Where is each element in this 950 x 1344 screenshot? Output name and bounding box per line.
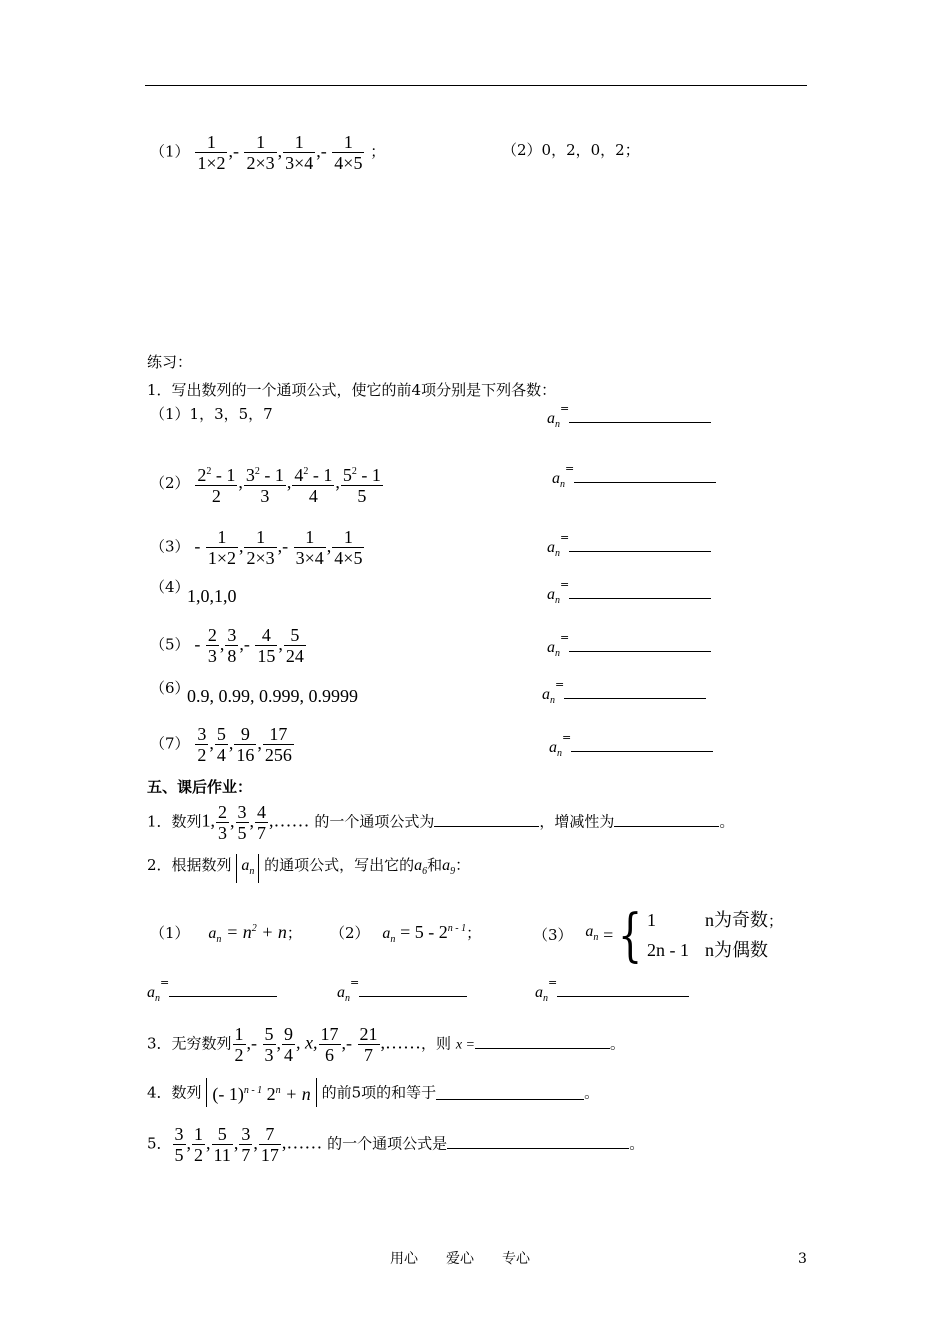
fraction-separator: , xyxy=(253,1132,258,1153)
fraction xyxy=(192,1124,205,1165)
hw2-answer-1[interactable]: $a_n^=$ xyxy=(147,982,277,1004)
minus-sign: - xyxy=(320,140,332,161)
fraction xyxy=(332,132,364,173)
page-number: 3 xyxy=(798,1251,807,1267)
fraction-separator: , xyxy=(246,1032,252,1053)
denominator: 3 xyxy=(244,485,286,506)
homework-2 xyxy=(147,854,470,883)
hw5-fractions xyxy=(172,1124,282,1165)
hw1-dots: ,…… xyxy=(269,810,310,831)
exponent: 2 xyxy=(303,466,309,477)
practice-item-4-label: （4） xyxy=(150,578,190,596)
item-5-fractions xyxy=(194,625,307,666)
denominator: 15 xyxy=(257,646,276,666)
an-symbol: $a_n$ xyxy=(542,686,555,707)
fraction-separator: , xyxy=(341,1032,347,1053)
hw2-prefix: 2．根据数列 xyxy=(147,856,232,874)
item-2-fractions xyxy=(194,465,384,506)
numerator: 1 xyxy=(343,132,353,152)
hw1-blank-1[interactable] xyxy=(434,812,539,827)
hw4-blank[interactable] xyxy=(436,1085,584,1100)
practice-item-4-seq: 1,0,1,0 xyxy=(187,586,237,606)
denominator: 256 xyxy=(264,745,292,765)
homework-title: 五、课后作业： xyxy=(147,778,253,796)
hw2-part-2-label: （2） xyxy=(330,924,370,942)
fraction xyxy=(255,625,277,666)
hw3-end: 。 xyxy=(610,1034,626,1053)
an-symbol: $a_n$ xyxy=(547,410,560,431)
fraction xyxy=(173,1124,186,1165)
denominator: 6 xyxy=(319,1044,341,1065)
denominator: 2 xyxy=(197,745,207,765)
denominator: 4 xyxy=(216,745,226,765)
hw5-dots: ,…… xyxy=(281,1132,323,1153)
fraction-separator: , xyxy=(286,472,292,493)
footer-motto: 用心 爱心 专心 xyxy=(390,1251,530,1267)
numerator: 1 xyxy=(343,527,353,547)
practice-item-3 xyxy=(150,527,365,568)
numerator: 4 xyxy=(261,625,271,645)
fraction xyxy=(244,132,276,173)
fraction xyxy=(215,724,228,765)
an-symbol: $a_n$ xyxy=(547,586,560,607)
fraction-separator: , xyxy=(326,535,332,556)
practice-item-5 xyxy=(150,625,307,666)
minus-sign: - xyxy=(232,140,244,161)
hw2-part-3: （3） $a_n$ = { 1 n为奇数； 2n - 1 n为偶数 xyxy=(533,902,784,968)
equals: = xyxy=(560,402,570,415)
example-1-end: ； xyxy=(370,142,386,161)
equals: = xyxy=(560,531,570,544)
fraction-separator: , xyxy=(206,1132,211,1153)
denominator: 3 xyxy=(207,646,217,666)
answer-blank-4[interactable] xyxy=(547,578,711,607)
denominator: 2 xyxy=(234,1045,244,1065)
denominator: 5 xyxy=(341,485,383,506)
denominator: 3×4 xyxy=(295,548,324,568)
numerator: 21 xyxy=(359,1024,378,1044)
fraction-separator: , xyxy=(219,633,225,654)
denominator: 17 xyxy=(260,1145,279,1165)
equals: = xyxy=(560,578,570,591)
fraction xyxy=(225,625,238,666)
fraction xyxy=(341,462,383,506)
case-brace: { xyxy=(618,902,643,968)
fraction-separator: , xyxy=(276,1032,282,1053)
hw1-lead: 1, xyxy=(201,810,216,831)
header-rule xyxy=(145,85,807,86)
numerator: 1 xyxy=(206,132,216,152)
practice-item-7 xyxy=(150,724,295,765)
denominator: 11 xyxy=(213,1145,231,1165)
item-3-label: （3） xyxy=(150,537,190,556)
hw3-blank[interactable] xyxy=(475,1034,610,1049)
fraction xyxy=(234,724,256,765)
denominator: 7 xyxy=(358,1044,380,1065)
minus-sign: - xyxy=(194,535,205,556)
minus-sign: - xyxy=(243,633,255,654)
numerator: 9 xyxy=(240,724,250,744)
fraction xyxy=(319,1024,341,1065)
hw2-cases: 1 n为奇数； 2n - 1 n为偶数 xyxy=(647,910,784,960)
denominator: 3 xyxy=(218,823,228,843)
blank-line[interactable] xyxy=(557,982,689,997)
numerator: $3^2 - 1$ xyxy=(245,465,284,485)
answer-blank-7[interactable] xyxy=(549,731,713,760)
hw2-answer-2[interactable]: $a_n^=$ xyxy=(337,982,467,1004)
numerator: 1 xyxy=(194,1124,204,1144)
equals: = xyxy=(565,462,575,475)
hw1-end: 。 xyxy=(719,812,735,831)
item-2-label: （2） xyxy=(150,474,190,493)
item-7-label: （7） xyxy=(150,734,190,753)
numerator: 9 xyxy=(284,1024,294,1044)
practice-question-1: 1．写出数列的一个通项公式，使它的前4项分别是下列各数： xyxy=(147,381,557,399)
homework-3 xyxy=(147,1024,625,1065)
fraction xyxy=(239,1124,252,1165)
numerator: 1 xyxy=(256,132,266,152)
hw3-fractions-2 xyxy=(318,1024,381,1065)
numerator: 1 xyxy=(256,527,266,547)
numerator: 2 xyxy=(218,802,228,822)
numerator: 3 xyxy=(174,1124,184,1144)
hw3-then: ，则 xyxy=(421,1034,452,1053)
fraction-separator: , xyxy=(278,633,283,654)
numerator: 5 xyxy=(264,1024,274,1044)
blank-line[interactable] xyxy=(564,684,706,699)
fraction-separator: , xyxy=(238,535,244,556)
hw5-blank[interactable] xyxy=(447,1134,629,1149)
fraction-separator: , xyxy=(257,732,262,753)
homework-5 xyxy=(147,1124,644,1165)
denominator: 5 xyxy=(237,823,247,843)
exponent: 2 xyxy=(351,466,357,477)
fraction-separator: , xyxy=(316,140,321,161)
blank-line[interactable] xyxy=(569,637,711,652)
blank-line[interactable] xyxy=(574,468,716,483)
hw2-part-1: （1） $a_n = n^2 + n$； xyxy=(150,922,302,946)
numerator: 4 xyxy=(257,802,267,822)
hw3-dots: ,…… xyxy=(380,1032,422,1053)
denominator: 3 xyxy=(264,1045,274,1065)
item-5-label: （5） xyxy=(150,635,190,654)
denominator: 2 xyxy=(195,485,237,506)
example-1 xyxy=(150,132,385,173)
minus-sign: - xyxy=(282,535,293,556)
practice-item-1: （1）1，3，5，7 xyxy=(150,405,273,423)
blank-line[interactable] xyxy=(359,982,467,997)
numerator: 3 xyxy=(197,724,207,744)
hw3-x: , x, xyxy=(296,1032,318,1053)
denominator: 16 xyxy=(236,745,255,765)
denominator: 24 xyxy=(285,646,304,666)
fraction xyxy=(244,527,276,568)
numerator: 3 xyxy=(237,802,247,822)
denominator: 4×5 xyxy=(334,153,363,173)
hw1-fractions xyxy=(215,802,269,843)
fraction-separator: , xyxy=(238,472,243,493)
numerator: $4^2 - 1$ xyxy=(294,465,333,485)
hw2-end: ： xyxy=(455,856,471,874)
hw2-a6-sub: 6 xyxy=(422,866,428,877)
blank-line[interactable] xyxy=(569,584,711,599)
fraction xyxy=(263,724,294,765)
practice-item-6-label: （6） xyxy=(150,679,190,697)
fraction-separator: , xyxy=(249,810,255,831)
hw3-prefix: 3．无穷数列 xyxy=(147,1034,232,1053)
fraction xyxy=(212,1124,233,1165)
fraction xyxy=(233,1024,246,1065)
hw5-mid: 的一个通项公式是 xyxy=(327,1134,448,1153)
numerator: 1 xyxy=(305,527,315,547)
an-symbol: $a_n$ xyxy=(549,739,562,760)
fraction xyxy=(244,462,286,506)
numerator: 3 xyxy=(241,1124,251,1144)
fraction-separator: , xyxy=(228,732,234,753)
hw4-end: 。 xyxy=(584,1083,600,1102)
fraction xyxy=(236,802,249,843)
hw1-prefix: 1．数列 xyxy=(147,812,202,831)
fraction xyxy=(332,527,364,568)
example-1-label: （1） xyxy=(150,142,190,161)
fraction xyxy=(294,527,326,568)
fraction xyxy=(284,625,306,666)
an-symbol: $a_n$ xyxy=(552,470,565,491)
numerator: 1 xyxy=(294,132,304,152)
minus-sign: - xyxy=(251,1032,262,1053)
answer-blank-1[interactable] xyxy=(547,402,711,431)
hw2-a9: a xyxy=(442,857,451,874)
hw2-a6: a xyxy=(414,857,423,874)
hw2-part-3-label: （3） xyxy=(533,926,573,944)
an-symbol: $a_n$ xyxy=(547,539,560,560)
fraction-separator: , xyxy=(209,732,214,753)
denominator: 2×3 xyxy=(246,548,275,568)
fraction-separator: , xyxy=(230,810,235,831)
numerator: $2^2 - 1$ xyxy=(197,465,236,485)
hw1-mid: 的一个通项公式为 xyxy=(314,812,435,831)
hw2-part-2: （2） $a_n = 5 - 2^{n - 1}$； xyxy=(330,922,482,946)
answer-blank-5[interactable] xyxy=(547,631,711,660)
example-2: （2）0，2，0，2； xyxy=(502,141,640,159)
fraction xyxy=(206,625,219,666)
fraction xyxy=(255,802,268,843)
numerator: 17 xyxy=(269,724,288,744)
hw2-a9-sub: 9 xyxy=(450,866,456,877)
homework-4 xyxy=(147,1078,599,1107)
hw2-answer-3[interactable]: $a_n^=$ xyxy=(535,982,689,1004)
blank-line[interactable] xyxy=(571,737,713,752)
denominator: 2 xyxy=(194,1145,204,1165)
denominator: 5 xyxy=(174,1145,184,1165)
blank-line[interactable] xyxy=(169,982,277,997)
equals: = xyxy=(555,678,565,691)
hw3-fractions xyxy=(232,1024,297,1065)
hw2-part-1-label: （1） xyxy=(150,924,190,942)
numerator: 5 xyxy=(216,724,226,744)
hw5-prefix: 5． xyxy=(147,1134,172,1153)
denominator: 4×5 xyxy=(334,548,363,568)
denominator: 3×4 xyxy=(285,153,314,173)
homework-1 xyxy=(147,802,734,843)
fraction-separator: , xyxy=(335,472,340,493)
hw4-mid: 的前5项的和等于 xyxy=(321,1083,437,1102)
hw1-blank-2[interactable] xyxy=(614,812,719,827)
blank-line[interactable] xyxy=(569,537,711,552)
equals: = xyxy=(562,731,572,744)
denominator: 7 xyxy=(241,1145,251,1165)
fraction xyxy=(283,132,315,173)
denominator: 1×2 xyxy=(197,153,226,173)
denominator: 8 xyxy=(227,646,237,666)
fraction xyxy=(195,132,227,173)
fraction xyxy=(195,462,237,506)
fraction xyxy=(259,1124,281,1165)
fraction xyxy=(263,1024,276,1065)
practice-title: 练习： xyxy=(147,353,193,371)
hw2-mid: 的通项公式，写出它的 xyxy=(264,856,415,874)
fraction xyxy=(206,527,238,568)
an-symbol: $a_n$ xyxy=(547,639,560,660)
numerator: 1 xyxy=(234,1024,244,1044)
hw2-and: 和 xyxy=(427,856,443,874)
item-7-fractions xyxy=(194,724,295,765)
numerator: 7 xyxy=(265,1124,275,1144)
denominator: 4 xyxy=(284,1045,294,1065)
denominator: 2×3 xyxy=(246,153,275,173)
numerator: 17 xyxy=(320,1024,339,1044)
practice-item-6-seq: 0.9, 0.99, 0.999, 0.9999 xyxy=(187,686,358,706)
fraction-separator: , xyxy=(239,633,244,654)
hw2-sequence-set: $a_n$ xyxy=(236,854,259,883)
fraction-separator: , xyxy=(277,535,283,556)
answer-blank-3[interactable] xyxy=(547,531,711,560)
fraction xyxy=(195,724,208,765)
numerator: 5 xyxy=(290,625,300,645)
fraction xyxy=(216,802,229,843)
numerator: 5 xyxy=(217,1124,227,1144)
minus-sign: - xyxy=(346,1032,357,1053)
numerator: 2 xyxy=(207,625,217,645)
fraction xyxy=(358,1024,380,1065)
answer-blank-2[interactable] xyxy=(552,462,716,491)
fraction-separator: , xyxy=(277,140,283,161)
denominator: 7 xyxy=(257,823,267,843)
fraction-separator: , xyxy=(186,1132,192,1153)
answer-blank-6[interactable] xyxy=(542,678,706,707)
numerator: 3 xyxy=(227,625,237,645)
fraction-separator: , xyxy=(228,140,233,161)
exponent: 2 xyxy=(206,466,212,477)
denominator: 1×2 xyxy=(207,548,236,568)
hw4-sequence: (- 1)$^{n - 1}$ $2^n + n$ xyxy=(206,1078,316,1107)
fraction xyxy=(292,462,334,506)
hw4-prefix: 4．数列 xyxy=(147,1083,202,1102)
denominator: 4 xyxy=(292,485,334,506)
blank-line[interactable] xyxy=(569,408,711,423)
exponent: 2 xyxy=(254,466,260,477)
hw3-x-equals: x = xyxy=(455,1037,476,1053)
minus-sign: - xyxy=(194,633,205,654)
numerator: $5^2 - 1$ xyxy=(342,465,381,485)
fraction xyxy=(282,1024,295,1065)
fraction-separator: , xyxy=(233,1132,239,1153)
hw5-end: 。 xyxy=(629,1134,645,1153)
practice-item-2 xyxy=(150,462,384,506)
numerator: 1 xyxy=(217,527,227,547)
equals: = xyxy=(560,631,570,644)
hw1-mid2: ，增减性为 xyxy=(539,812,615,831)
